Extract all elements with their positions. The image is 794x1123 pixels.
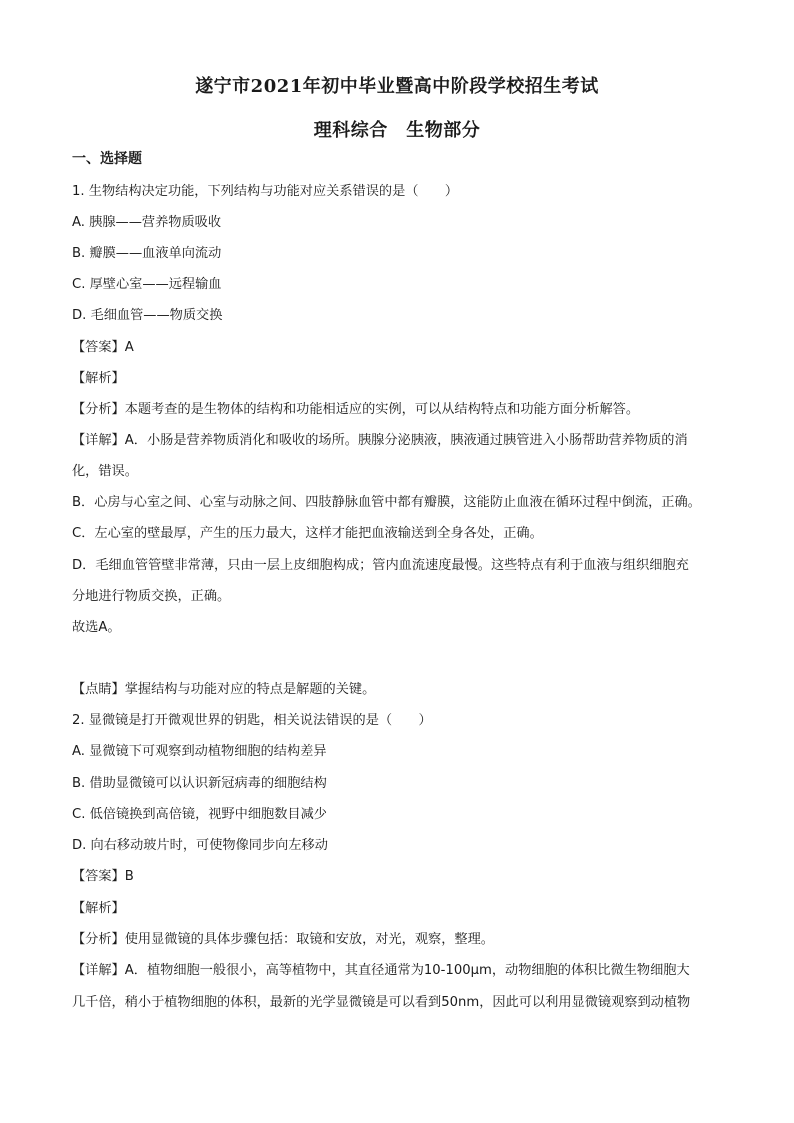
q1-option-b: B. 瓣膜——血液单向流动 xyxy=(72,246,222,261)
q2-jiexi-label: 【解析】 xyxy=(72,901,125,916)
q2-analysis: 【分析】使用显微镜的具体步骤包括：取镜和安放，对光，观察，整理。 xyxy=(72,932,494,947)
q1-option-c: C. 厚壁心室——远程输血 xyxy=(72,277,222,292)
q2-answer: 【答案】B xyxy=(72,869,134,884)
q1-detail-d-line-2: 分地进行物质交换，正确。 xyxy=(72,589,231,604)
section-heading: 一、选择题 xyxy=(72,151,142,167)
q2-detail-line-2: 几千倍，稍小于植物细胞的体积，最新的光学显微镜是可以看到50nm，因此可以利用显微镜观察到动植物 xyxy=(72,995,691,1010)
q1-option-d: D. 毛细血管——物质交换 xyxy=(72,308,223,323)
q2-option-a: A. 显微镜下可观察到动植物细胞的结构差异 xyxy=(72,744,327,759)
q1-detail-line-1: 【详解】A．小肠是营养物质消化和吸收的场所。胰腺分泌胰液，胰液通过胰管进入小肠帮助营养物质的消 xyxy=(72,433,688,448)
q2-option-d: D. 向右移动玻片时，可使物像同步向左移动 xyxy=(72,838,328,853)
q1-choice: 故选A。 xyxy=(72,620,121,635)
q2-detail-line-1: 【详解】A．植物细胞一般很小，高等植物中，其直径通常为10-100μm，动物细胞的体积比微生物细胞大 xyxy=(72,963,690,978)
q1-detail-b: B．心房与心室之间、心室与动脉之间、四肢静脉血管中都有瓣膜，这能防止血液在循环过程中倒流，正确。 xyxy=(72,495,701,510)
exam-subtitle: 理科综合 生物部分 xyxy=(313,120,481,141)
exam-title: 遂宁市2021年初中毕业暨高中阶段学校招生考试 xyxy=(195,76,599,97)
q1-detail-d-line-1: D．毛细血管管壁非常薄，只由一层上皮细胞构成；管内血流速度最慢。这些特点有利于血液与组织细胞充 xyxy=(72,558,689,573)
q1-stem: 1. 生物结构决定功能，下列结构与功能对应关系错误的是（ ） xyxy=(72,184,459,199)
q2-option-b: B. 借助显微镜可以认识新冠病毒的细胞结构 xyxy=(72,776,327,791)
q1-key-point: 【点睛】掌握结构与功能对应的特点是解题的关键。 xyxy=(72,682,376,697)
q1-detail-line-2: 化，错误。 xyxy=(72,464,138,479)
q1-answer: 【答案】A xyxy=(72,340,134,355)
q1-option-a: A. 胰腺——营养物质吸收 xyxy=(72,215,222,230)
q1-jiexi-label: 【解析】 xyxy=(72,371,125,386)
q1-detail-c: C．左心室的壁最厚，产生的压力最大，这样才能把血液输送到全身各处，正确。 xyxy=(72,526,543,541)
q2-stem: 2. 显微镜是打开微观世界的钥匙，相关说法错误的是（ ） xyxy=(72,713,432,728)
q1-analysis: 【分析】本题考查的是生物体的结构和功能相适应的实例，可以从结构特点和功能方面分析解答。 xyxy=(72,402,640,417)
q2-option-c: C. 低倍镜换到高倍镜，视野中细胞数目减少 xyxy=(72,807,327,822)
